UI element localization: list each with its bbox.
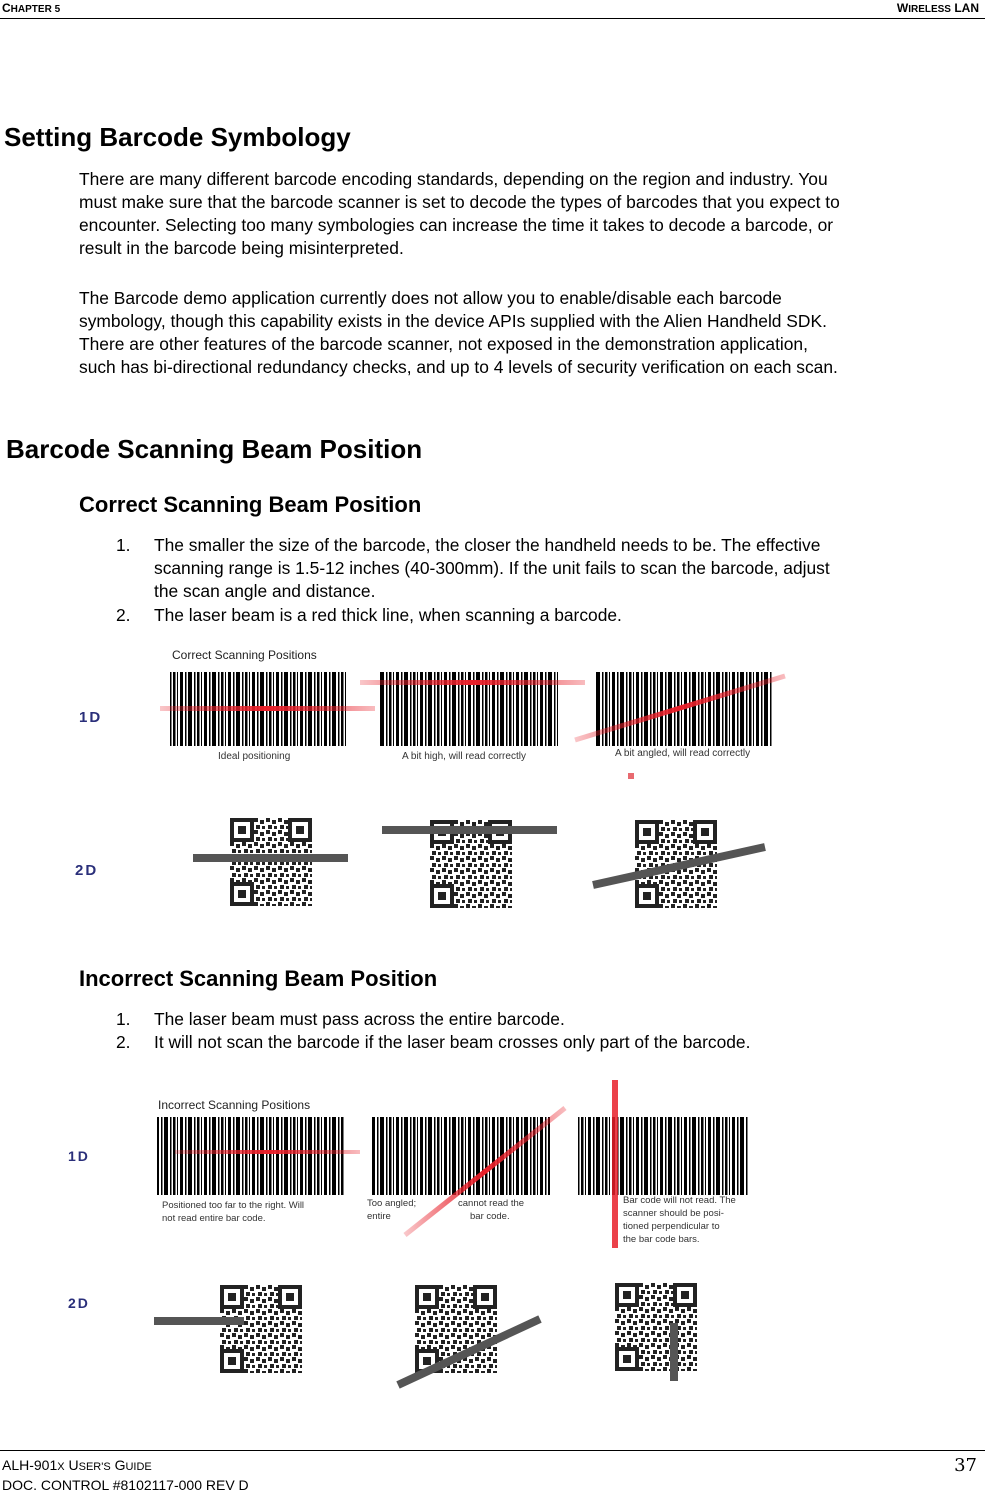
barcode-1d: [157, 1117, 345, 1195]
subsection-title-incorrect: Incorrect Scanning Beam Position: [79, 966, 438, 991]
scan-beam: [670, 1323, 678, 1381]
correct-positions-figure: [60, 640, 800, 920]
scan-beam: [382, 826, 557, 834]
caption: Positioned too far to the right. Will not read entire bar code.: [162, 1200, 305, 1224]
section-title-symbology: Setting Barcode Symbology: [4, 122, 351, 152]
caption: A bit high, will read correctly: [402, 751, 526, 762]
page-header: [0, 0, 985, 19]
laser-beam: [612, 1080, 618, 1248]
qr-code: [615, 1283, 697, 1371]
list-item: 2. It will not scan the barcode if the laser beam crosses only part of the barcode.: [116, 1032, 751, 1052]
section-title-beam-position: Barcode Scanning Beam Position: [6, 434, 423, 464]
list-item: 1. The laser beam must pass across the entire barcode.: [116, 1009, 565, 1029]
symbology-paragraph-1: There are many different barcode encoding standards, depending on the region and industry. You must make sure that the barcode scanner is set to decode the types of barcodes that you expect to encounter. Selecting too many symbologies can increase the time it takes to decode a barcode, or result in the barcode being misinterpreted.: [79, 169, 840, 258]
list-item: 1. The smaller the size of the barcode, the closer the handheld needs to be. The effective scanning range is 1.5-12 inches (40-300mm). If the unit fails to scan the barcode, adjust the scan angle and distance.: [116, 535, 830, 601]
list-item: 2. The laser beam is a red thick line, when scanning a barcode.: [116, 605, 622, 625]
laser-beam: [160, 706, 375, 711]
doc-control: DOC. CONTROL #8102117-000 REV D: [2, 1477, 249, 1493]
laser-dot: [628, 773, 634, 779]
subsection-title-correct: Correct Scanning Beam Position: [79, 492, 422, 517]
label-1d: 1D: [79, 709, 103, 726]
incorrect-positions-figure: [60, 1075, 780, 1395]
caption: Bar code will not read. The scanner should be posi- tioned perpendicular to the bar code bars.: [623, 1195, 736, 1245]
barcode-1d: [370, 1117, 550, 1195]
label-2d: 2D: [75, 862, 99, 879]
caption: Ideal positioning: [218, 751, 291, 762]
caption: A bit angled, will read correctly: [615, 748, 751, 759]
scan-beam: [154, 1317, 244, 1325]
qr-code: [220, 1285, 302, 1373]
symbology-paragraph-2: The Barcode demo application currently does not allow you to enable/disable each barcode symbology, though this capability exists in the device APIs supplied with the Alien Handheld SDK. There are other features of the barcode scanner, not exposed in the demonstration application, such has bi-directional redundancy checks, and up to 4 levels of security verification on each scan.: [79, 288, 838, 377]
guide-title: ALH-901X USER'S GUIDE: [2, 1457, 152, 1473]
barcode-1d: [578, 1117, 748, 1195]
figure-title: Correct Scanning Positions: [172, 648, 317, 662]
label-2d: 2D: [68, 1295, 90, 1311]
section-label: WIRELESS LAN: [896, 1, 979, 15]
figure-title: Incorrect Scanning Positions: [158, 1098, 311, 1112]
scan-beam: [193, 854, 348, 862]
chapter-label: CHAPTER 5: [2, 1, 61, 15]
laser-beam: [175, 1150, 360, 1154]
caption: cannot read the bar code.: [458, 1198, 525, 1222]
caption: Too angled; entire: [367, 1198, 417, 1222]
laser-beam: [360, 680, 585, 685]
page-number: 37: [954, 1455, 977, 1476]
label-1d: 1D: [68, 1148, 90, 1164]
page-footer: [0, 1450, 985, 1493]
